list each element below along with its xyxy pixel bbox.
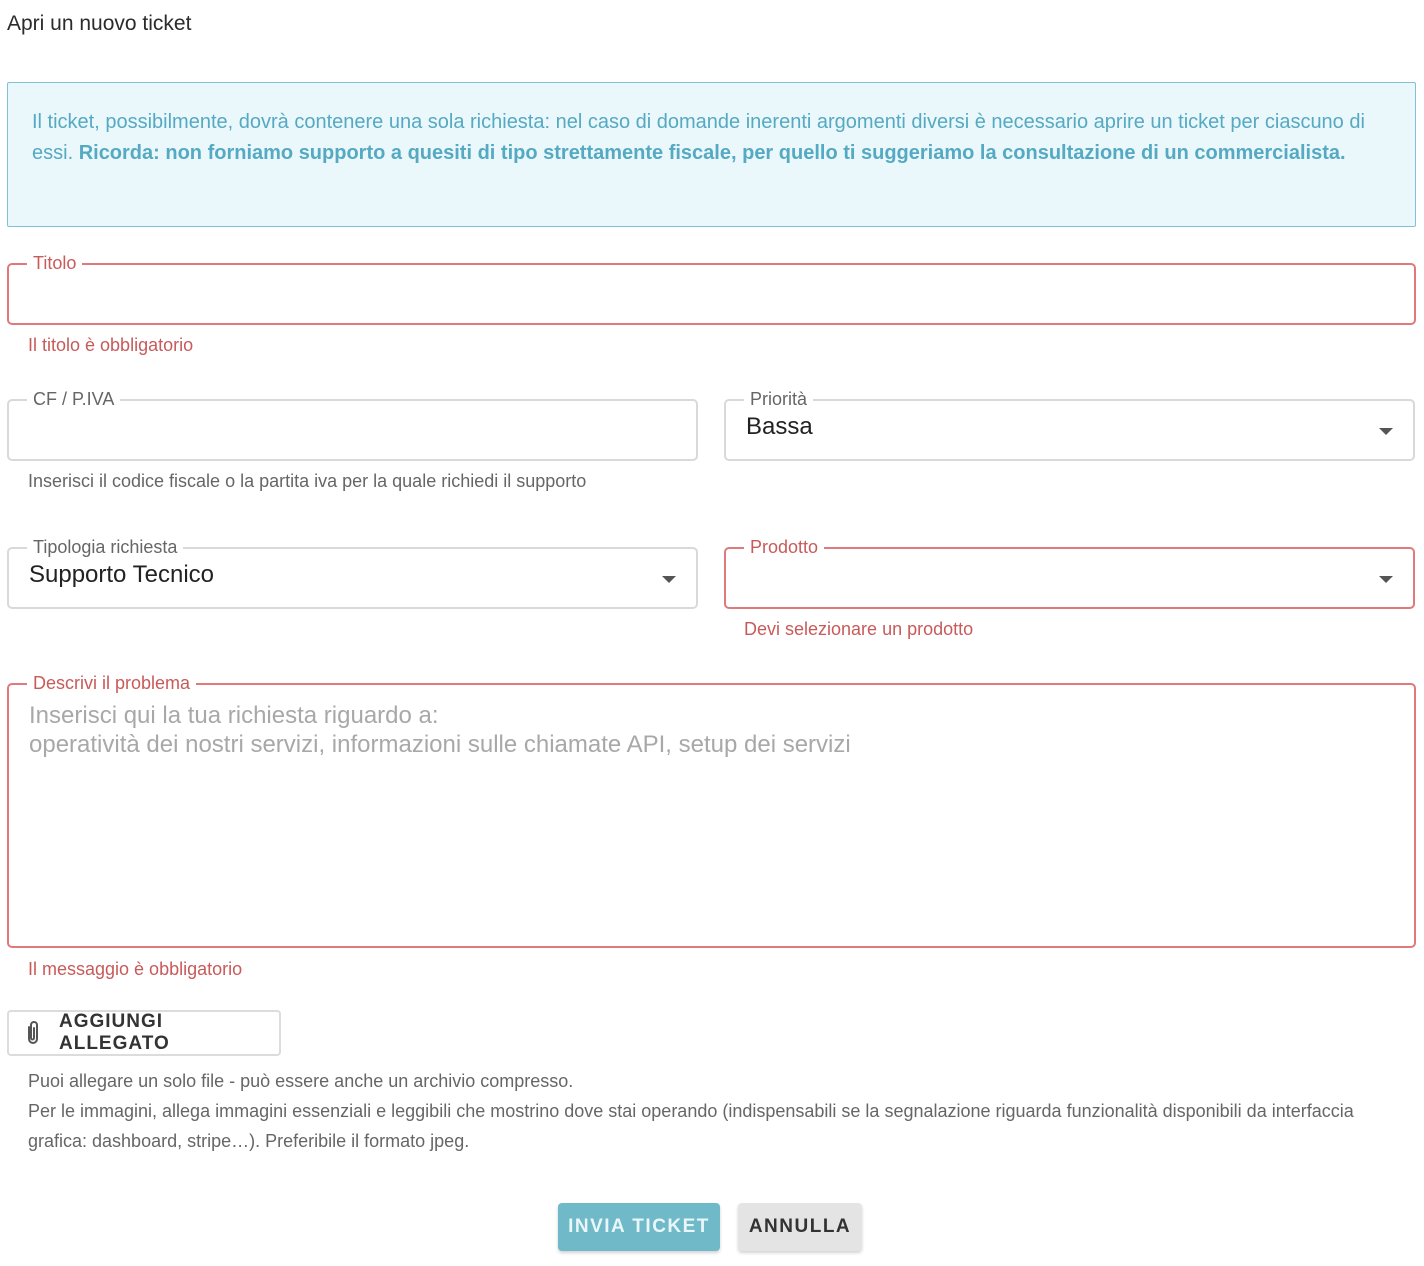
attachment-note-1: Puoi allegare un solo file - può essere anche un archivio compresso.	[28, 1071, 574, 1091]
submit-ticket-button[interactable]: INVIA TICKET	[558, 1203, 720, 1251]
priority-value: Bassa	[746, 413, 813, 440]
priority-select[interactable]	[724, 389, 1415, 461]
info-alert-text: Il ticket, possibilmente, dovrà contenere una sola richiesta: nel caso di domande inerenti argomenti diversi è necessario aprire un ticket per ciascuno di essi.	[32, 111, 1365, 164]
chevron-down-icon	[1379, 428, 1393, 435]
add-attachment-label: AGGIUNGI ALLEGATO	[59, 1011, 170, 1054]
description-textarea[interactable]	[7, 673, 1416, 948]
cf-piva-label: CF / P.IVA	[27, 387, 120, 411]
cf-piva-field[interactable]	[7, 389, 698, 461]
add-attachment-button[interactable]	[7, 1010, 281, 1056]
description-placeholder: Inserisci qui la tua richiesta riguardo a: operatività dei nostri servizi, informazioni sulle chiamate API, setup dei servizi	[29, 702, 851, 758]
info-alert	[7, 82, 1416, 227]
paperclip-icon	[23, 1020, 43, 1046]
product-select[interactable]	[724, 537, 1415, 609]
request-type-select[interactable]	[7, 537, 698, 609]
priority-label: Priorità	[744, 387, 813, 411]
title-field[interactable]	[7, 253, 1416, 325]
attachment-note-2: Per le immagini, allega immagini essenziali e leggibili che mostrino dove stai operando (indispensabili se la segnalazione riguarda funzionalità disponibili da interfaccia grafica: dashboard, stripe…). Preferibile il formato jpeg.	[28, 1101, 1354, 1151]
chevron-down-icon	[1379, 576, 1393, 583]
attachment-notes	[28, 1066, 1398, 1156]
title-field-label: Titolo	[27, 251, 82, 275]
chevron-down-icon	[662, 576, 676, 583]
product-error: Devi selezionare un prodotto	[744, 619, 974, 639]
title-error: Il titolo è obbligatorio	[28, 335, 194, 355]
request-type-label: Tipologia richiesta	[27, 535, 183, 559]
description-error: Il messaggio è obbligatorio	[28, 959, 243, 979]
product-label: Prodotto	[744, 535, 824, 559]
description-label: Descrivi il problema	[27, 671, 196, 695]
request-type-value: Supporto Tecnico	[29, 561, 215, 588]
cancel-button[interactable]: ANNULLA	[738, 1203, 862, 1251]
page-title: Apri un nuovo ticket	[7, 12, 192, 35]
cf-piva-helper: Inserisci il codice fiscale o la partita iva per la quale richiedi il supporto	[28, 471, 587, 491]
info-alert-bold-text: Ricorda: non forniamo supporto a quesiti di tipo strettamente fiscale, per quello ti suggeriamo la consultazione di un commercialista.	[78, 142, 1346, 164]
